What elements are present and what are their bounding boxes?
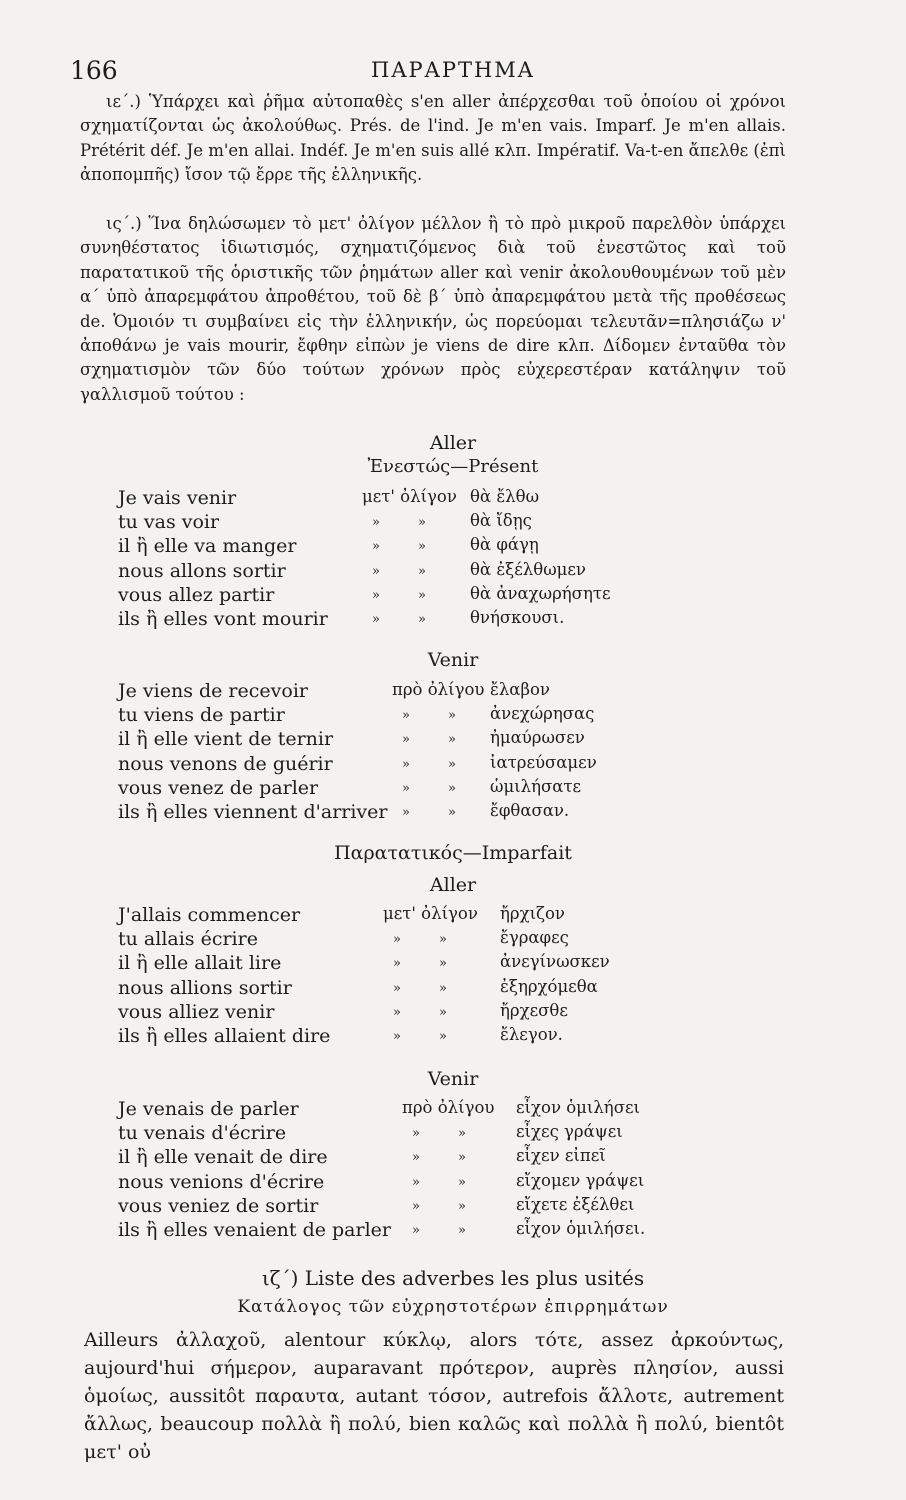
greek-form: ἀνεχώρησας	[490, 704, 595, 724]
ditto-mark: »	[372, 563, 380, 579]
french-form: vous venez de parler	[118, 776, 319, 799]
french-form: ils ἢ elles allaient dire	[118, 1025, 331, 1047]
greek-form: εἶχες γράψει	[516, 1122, 623, 1142]
paragraph-15-text: ιε΄.) Ὑπάρχει καὶ ῥῆμα αὐτοπαθὲς s'en aller ἀπέρχεσθαι τοῦ ὁποίου οἱ χρόνοι σχηματίζονται ὡς ἀκολούθως. Prés. de l'ind. Je m'en vais. Imparf. Je m'en allais. Prétérit déf. Je m'en allai. Indéf. Je m'en suis allé κλπ. Impératif. Va-t-en ἄπελθε (ἐπὶ ἀποπομπῆς) ἴσον τῷ ἔρρε τῆς ἑλληνικῆς.	[80, 92, 786, 185]
ditto-mark: »	[412, 1198, 420, 1214]
ditto-mark: »	[418, 563, 426, 579]
french-form: J'allais commencer	[118, 904, 301, 926]
ditto-mark: »	[439, 1004, 447, 1020]
french-form: tu vas voir	[118, 511, 220, 534]
ditto-mark: »	[448, 732, 456, 748]
conjugation-row	[0, 1122, 906, 1147]
conjugation-row	[0, 728, 906, 753]
french-form: vous allez partir	[118, 583, 275, 606]
french-form: Je vais venir	[118, 487, 237, 509]
ditto-mark: »	[412, 1174, 420, 1190]
greek-form: ἀνεγίνωσκεν	[500, 952, 610, 972]
ditto-mark: »	[439, 980, 447, 996]
paragraph-16-text: ις΄.) Ἵνα δηλώσωμεν τὸ μετ' ὀλίγον μέλλον ἢ τὸ πρὸ μικροῦ παρελθὸν ὑπάρχει συνηθέστατος ἰδιωτισμός, σχηματιζόμενος διὰ τοῦ ἐνεστῶτος καὶ τοῦ παρατατικοῦ τῆς ὁριστικῆς τῶν ῥημάτων aller καὶ venir ἀκολουθουμένων τοῦ μὲν α΄ ὑπὸ ἀπαρεμφάτου ἀπροθέτου, τοῦ δὲ β΄ ὑπὸ ἀπαρεμφάτου μετὰ τῆς προθέσεως de. Ὁμοιόν τι συμβαίνει εἰς τὴν ἑλληνικήν, ὡς πορεύομαι τελευτᾶν=πλησιάζω ν' ἀποθάνω je vais mourir, ἔφθην εἰπὼν je viens de dire κλπ. Δίδομεν ἐνταῦθα τὸν σχηματισμὸν τῶν δύο τούτων χρόνων πρὸς εὐχερεστέραν κατάληψιν τοῦ γαλλισμοῦ τούτου :	[80, 214, 786, 404]
ditto-mark: »	[412, 1223, 420, 1238]
greek-lead-phrase: πρὸ ὀλίγου	[392, 680, 485, 699]
conjugation-row	[0, 680, 906, 705]
french-form: il ἢ elle vient de ternir	[118, 728, 334, 751]
ditto-mark: »	[402, 756, 410, 772]
conjugation-row	[0, 1001, 906, 1026]
ditto-mark: »	[458, 1126, 466, 1142]
greek-form: ἔλαβον	[490, 680, 550, 699]
greek-form: θὰ ἔλθω	[470, 487, 540, 506]
conjugation-row	[0, 753, 906, 778]
ditto-mark: »	[393, 956, 401, 972]
ditto-mark: »	[412, 1150, 420, 1166]
ditto-mark: »	[458, 1150, 466, 1166]
french-form: ils ἢ elles vont mourir	[118, 608, 328, 630]
greek-form: θὰ ἴδῃς	[470, 511, 532, 531]
greek-form: ἤρχιζον	[500, 904, 565, 923]
present-tense-label: Ἐνεστώς—Présent	[367, 456, 539, 477]
greek-form: ἤρχεσθε	[500, 1000, 568, 1020]
conjugation-row	[0, 487, 906, 512]
adverbs-subheading: Κατάλογος τῶν εὐχρηστοτέρων ἐπιρρημάτων	[237, 1297, 669, 1317]
greek-form: ἐξηρχόμεθα	[500, 976, 598, 996]
ditto-mark: »	[372, 587, 380, 603]
ditto-mark: »	[418, 612, 426, 627]
french-form: il ἢ elle allait lire	[118, 952, 282, 975]
conjugation-row	[0, 1098, 906, 1123]
adverbs-heading: ιζ΄) Liste des adverbes les plus usités	[261, 1266, 645, 1290]
greek-form: θνήσκουσι.	[470, 608, 565, 627]
greek-form: ἔφθασαν.	[490, 801, 570, 820]
ditto-mark: »	[402, 732, 410, 748]
french-form: tu allais écrire	[118, 928, 258, 951]
ditto-mark: »	[372, 612, 380, 627]
imparfait-tense-label: Παρατατικός—Imparfait	[334, 842, 572, 864]
french-form: vous veniez de sortir	[118, 1194, 319, 1217]
french-form: nous allions sortir	[118, 976, 292, 999]
ditto-mark: »	[402, 780, 410, 796]
running-title: ΠΑΡΑΡΤΗΜΑ	[371, 58, 535, 82]
french-form: Je venais de parler	[118, 1098, 299, 1120]
present-aller-heading: Aller	[429, 432, 477, 454]
greek-form: ἔλεγον.	[500, 1025, 563, 1044]
page-number: 166	[70, 56, 118, 85]
greek-form: ἔγραφες	[500, 928, 569, 948]
french-form: tu venais d'écrire	[118, 1122, 287, 1145]
ditto-mark: »	[458, 1198, 466, 1214]
ditto-mark: »	[418, 515, 426, 531]
present-venir-heading: Venir	[427, 649, 479, 671]
ditto-mark: »	[402, 805, 410, 820]
ditto-mark: »	[448, 780, 456, 796]
conjugation-row	[0, 904, 906, 929]
conjugation-row	[0, 608, 906, 633]
ditto-mark: »	[372, 539, 380, 555]
conjugation-row	[0, 511, 906, 536]
greek-lead-phrase: μετ' ὀλίγον	[362, 487, 457, 506]
french-form: il ἢ elle venait de dire	[118, 1146, 328, 1169]
conjugation-row	[0, 1219, 906, 1244]
greek-form: θὰ ἀναχωρήσητε	[470, 583, 611, 603]
french-form: nous allons sortir	[118, 559, 286, 582]
ditto-mark: »	[448, 756, 456, 772]
conjugation-row	[0, 1146, 906, 1171]
paragraph-15	[80, 90, 786, 188]
french-form: nous venions d'écrire	[118, 1170, 325, 1193]
conjugation-row	[0, 1025, 906, 1050]
conjugation-row	[0, 977, 906, 1002]
greek-form: εἴχετε ἐξέλθει	[516, 1194, 635, 1214]
french-form: tu viens de partir	[118, 704, 285, 727]
conjugation-row	[0, 952, 906, 977]
ditto-mark: »	[439, 956, 447, 972]
ditto-mark: »	[372, 515, 380, 531]
conjugation-row	[0, 801, 906, 826]
ditto-mark: »	[393, 1004, 401, 1020]
ditto-mark: »	[402, 708, 410, 724]
greek-form: ἰατρεύσαμεν	[490, 752, 597, 772]
french-form: il ἢ elle va manger	[118, 535, 297, 558]
conjugation-row	[0, 928, 906, 953]
ditto-mark: »	[393, 932, 401, 948]
greek-form: εἶχον ὁμιλήσει	[516, 1098, 640, 1117]
ditto-mark: »	[412, 1126, 420, 1142]
ditto-mark: »	[393, 980, 401, 996]
greek-form: εἴχομεν γράψει	[516, 1170, 645, 1190]
greek-lead-phrase: πρὸ ὀλίγου	[402, 1098, 495, 1117]
greek-form: εἶχον ὁμιλήσει.	[516, 1219, 646, 1238]
conjugation-row	[0, 560, 906, 585]
ditto-mark: »	[448, 708, 456, 724]
ditto-mark: »	[418, 587, 426, 603]
greek-form: θὰ ἐξέλθωμεν	[470, 559, 586, 579]
ditto-mark: »	[458, 1223, 466, 1238]
greek-form: εἶχεν εἰπεῖ	[516, 1146, 606, 1166]
conjugation-row	[0, 1195, 906, 1220]
conjugation-row	[0, 1171, 906, 1196]
adverbs-list	[84, 1326, 784, 1466]
ditto-mark: »	[393, 1029, 401, 1044]
conjugation-row	[0, 777, 906, 802]
paragraph-16	[80, 212, 786, 407]
imparfait-venir-heading: Venir	[427, 1068, 479, 1090]
ditto-mark: »	[439, 932, 447, 948]
ditto-mark: »	[458, 1174, 466, 1190]
greek-lead-phrase: μετ' ὀλίγον	[383, 904, 478, 923]
ditto-mark: »	[418, 539, 426, 555]
french-form: nous venons de guérir	[118, 752, 333, 775]
conjugation-row	[0, 704, 906, 729]
conjugation-row	[0, 535, 906, 560]
greek-form: θὰ φάγῃ	[470, 535, 539, 555]
french-form: vous alliez venir	[118, 1000, 275, 1023]
french-form: ils ἢ elles viennent d'arriver	[118, 801, 388, 823]
ditto-mark: »	[448, 805, 456, 820]
conjugation-row	[0, 584, 906, 609]
greek-form: ὡμιλήσατε	[490, 776, 582, 796]
greek-form: ἠμαύρωσεν	[490, 728, 585, 748]
imparfait-aller-heading: Aller	[429, 874, 477, 896]
page-header	[0, 56, 906, 90]
french-form: ils ἢ elles venaient de parler	[118, 1219, 391, 1241]
adverbs-text: Ailleurs ἀλλαχοῦ, alentour κύκλῳ, alors τότε, assez ἀρκούντως, aujourd'hui σήμερον, auparavant πρότερον, auprès πλησίον, aussi ὁμοίως, aussitôt παραυτα, autant τόσον, autrefois ἄλλοτε, autrement ἄλλως, beaucoup πολλὰ ἢ πολύ, bien καλῶς καὶ πολλὰ ἢ πολύ, bientôt μετ' οὐ	[84, 1329, 784, 1463]
ditto-mark: »	[439, 1029, 447, 1044]
french-form: Je viens de recevoir	[118, 680, 308, 702]
